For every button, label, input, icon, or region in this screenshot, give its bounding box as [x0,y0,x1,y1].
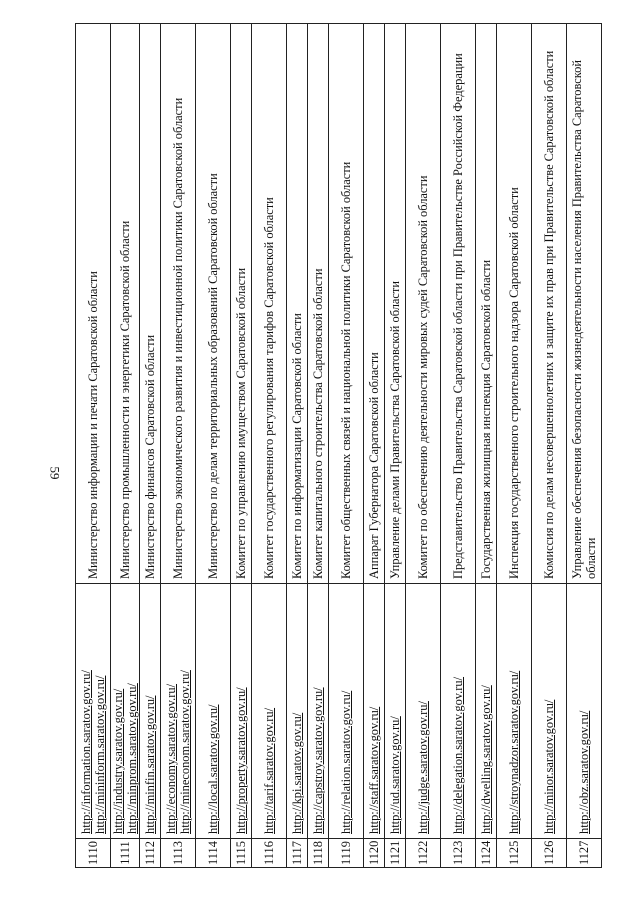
row-number-cell [231,839,252,868]
website-link[interactable]: http://information.saratov.gov.ru/ http://mininform.saratov.gov.ru/ [79,670,107,834]
row-number-cell [385,839,406,868]
website-link[interactable]: http://relation.saratov.gov.ru/ [339,690,353,834]
row-number: 1127 [577,840,591,865]
organization-cell [196,24,231,584]
url-cell [76,584,111,839]
organization-name: Комитет общественных связей и национальной политики Саратовской области [339,161,353,579]
row-number-cell [441,839,476,868]
row-number-cell [287,839,308,868]
row-number: 1122 [416,840,430,865]
url-cell [385,584,406,839]
organization-cell [231,24,252,584]
organization-cell [406,24,441,584]
url-cell [532,584,567,839]
website-link[interactable]: http://capstroy.saratov.gov.ru/ [311,687,325,834]
table-row [196,24,231,868]
organization-name: Комиссия по делам несовершеннолетних и защите их прав при Правительстве Саратовской области [542,50,556,579]
website-link[interactable]: http://delegation.saratov.gov.ru/ [451,676,465,834]
organization-cell [364,24,385,584]
website-link[interactable]: http://property.saratov.gov.ru/ [234,687,248,834]
website-link[interactable]: http://stroynadzor.saratov.gov.ru/ [507,670,521,834]
url-cell [308,584,329,839]
organization-name: Министерство экономического развития и инвестиционной политики Саратовской области [171,97,185,579]
table-row [406,24,441,868]
organization-name: Управление обеспечения безопасности жизнедеятельности населения Правительства Саратовской области [570,60,598,579]
table-row [476,24,497,868]
row-number-cell [161,839,196,868]
website-link[interactable]: http://minfin.saratov.gov.ru/ [143,695,157,834]
row-number-cell [497,839,532,868]
row-number: 1118 [311,841,325,865]
organization-name: Управление делами Правительства Саратовской области [388,281,402,579]
websites-table [75,23,602,868]
organization-cell [140,24,161,584]
table-row [161,24,196,868]
organization-cell [476,24,497,584]
row-number: 1117 [290,841,304,865]
row-number-cell [329,839,364,868]
row-number: 1124 [479,840,493,865]
row-number: 1111 [118,841,132,865]
row-number: 1114 [206,841,220,865]
rotated-table-container [75,23,597,868]
url-cell [329,584,364,839]
organization-name: Министерство финансов Саратовской области [143,334,157,579]
url-cell [252,584,287,839]
row-number-cell [532,839,567,868]
table-row [287,24,308,868]
organization-cell [329,24,364,584]
website-link[interactable]: http://dwelling.saratov.gov.ru/ [479,685,493,834]
table-row [567,24,602,868]
table-row [532,24,567,868]
organization-cell [111,24,140,584]
organization-name: Комитет по управлению имуществом Саратовской области [234,267,248,579]
url-cell [441,584,476,839]
table-row [111,24,140,868]
row-number: 1112 [143,841,157,865]
url-cell [476,584,497,839]
table-row [308,24,329,868]
organization-name: Комитет по обеспечению деятельности мировых судей Саратовской области [416,175,430,579]
website-link[interactable]: http://kpi.saratov.gov.ru/ [290,712,304,834]
row-number-cell [364,839,385,868]
row-number: 1126 [542,840,556,865]
table-row [231,24,252,868]
website-link[interactable]: http://tarif.saratov.gov.ru/ [262,707,276,834]
url-cell [231,584,252,839]
row-number: 1115 [234,841,248,865]
organization-cell [385,24,406,584]
organization-cell [287,24,308,584]
row-number: 1125 [507,840,521,865]
row-number-cell [140,839,161,868]
table-row [364,24,385,868]
row-number: 1120 [367,840,381,865]
row-number: 1113 [171,841,185,865]
organization-cell [76,24,111,584]
url-cell [111,584,140,839]
table-row [497,24,532,868]
url-cell [364,584,385,839]
row-number-cell [406,839,441,868]
row-number-cell [196,839,231,868]
url-cell [567,584,602,839]
table-body [76,24,602,868]
organization-cell [308,24,329,584]
website-link[interactable]: http://local.saratov.gov.ru/ [206,704,220,834]
organization-cell [161,24,196,584]
row-number: 1121 [388,840,402,865]
organization-name: Министерство информации и печати Саратовской области [86,271,100,579]
table-row [441,24,476,868]
organization-name: Аппарат Губернатора Саратовской области [367,352,381,579]
row-number-cell [567,839,602,868]
url-cell [140,584,161,839]
organization-name: Инспекция государственного строительного надзора Саратовской области [507,187,521,579]
row-number: 1123 [451,840,465,865]
url-cell [161,584,196,839]
table-row [329,24,364,868]
website-link[interactable]: http://judge.saratov.gov.ru/ [416,701,430,834]
organization-name: Министерство промышленности и энергетики Саратовской области [118,220,132,579]
organization-name: Комитет государственного регулирования тарифов Саратовской области [262,197,276,579]
organization-cell [567,24,602,584]
organization-name: Комитет капитального строительства Саратовской области [311,268,325,579]
table-row [385,24,406,868]
url-cell [406,584,441,839]
website-link[interactable]: http://economy.saratov.gov.ru/ http://mineconom.saratov.gov.ru/ [164,670,192,834]
row-number: 1110 [86,841,100,865]
page-number: 59 [47,466,63,480]
row-number-cell [76,839,111,868]
url-cell [196,584,231,839]
url-cell [497,584,532,839]
table-row [76,24,111,868]
organization-name: Министерство по делам территориальных образований Саратовской области [206,173,220,579]
row-number-cell [308,839,329,868]
website-link[interactable]: http://industry.saratov.gov.ru/ http://minprom.saratov.gov.ru/ [111,683,139,834]
table-row [140,24,161,868]
url-cell [287,584,308,839]
organization-cell [532,24,567,584]
row-number-cell [252,839,287,868]
organization-name: Представительство Правительства Саратовской области при Правительстве Российской Федерации [451,53,465,579]
organization-cell [441,24,476,584]
website-link[interactable]: http://staff.saratov.gov.ru/ [367,706,381,834]
website-link[interactable]: http://obz.saratov.gov.ru/ [577,710,591,834]
organization-cell [252,24,287,584]
row-number: 1119 [339,841,353,865]
website-link[interactable]: http://minor.saratov.gov.ru/ [542,699,556,834]
row-number: 1116 [262,841,276,865]
website-link[interactable]: http://ud.saratov.gov.ru/ [388,716,402,834]
row-number-cell [111,839,140,868]
organization-name: Государственная жилищная инспекция Саратовской области [479,259,493,579]
organization-name: Комитет по информатизации Саратовской области [290,313,304,579]
organization-cell [497,24,532,584]
row-number-cell [476,839,497,868]
table-row [252,24,287,868]
